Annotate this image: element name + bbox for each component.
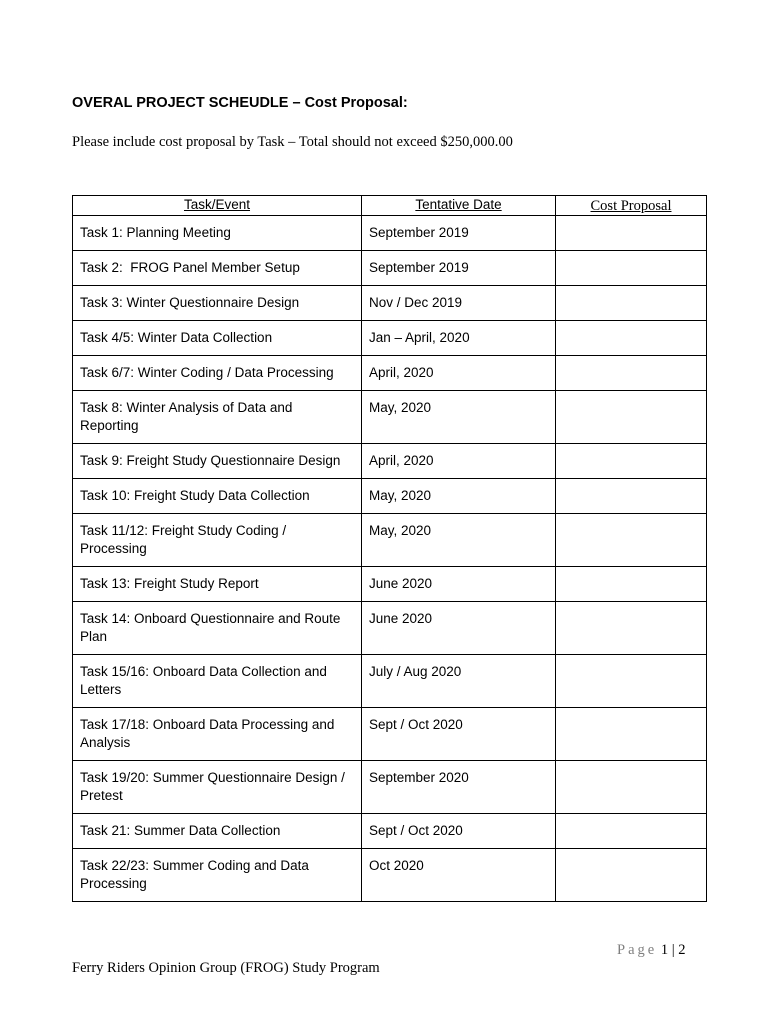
table-row xyxy=(73,321,707,356)
table-row xyxy=(73,814,707,849)
cost-cell[interactable] xyxy=(556,814,707,849)
task-cell: Task 8: Winter Analysis of Data and Reporting xyxy=(73,391,362,444)
date-cell: May, 2020 xyxy=(362,514,556,567)
task-cell: Task 17/18: Onboard Data Processing and Analysis xyxy=(73,708,362,761)
task-cell: Task 13: Freight Study Report xyxy=(73,567,362,602)
table-row xyxy=(73,602,707,655)
footer-program-name: Ferry Riders Opinion Group (FROG) Study Program xyxy=(72,960,380,976)
cost-cell[interactable] xyxy=(556,708,707,761)
table-row xyxy=(73,286,707,321)
date-cell: September 2020 xyxy=(362,761,556,814)
cost-cell[interactable] xyxy=(556,444,707,479)
table-row xyxy=(73,849,707,902)
table-row xyxy=(73,708,707,761)
table-row xyxy=(73,391,707,444)
page-count: 1 | 2 xyxy=(660,942,686,958)
task-cell: Task 2: FROG Panel Member Setup xyxy=(73,251,362,286)
date-cell: September 2019 xyxy=(362,216,556,251)
date-cell: Nov / Dec 2019 xyxy=(362,286,556,321)
date-cell: May, 2020 xyxy=(362,391,556,444)
date-cell: June 2020 xyxy=(362,602,556,655)
date-cell: Sept / Oct 2020 xyxy=(362,814,556,849)
cost-cell[interactable] xyxy=(556,849,707,902)
date-cell: April, 2020 xyxy=(362,356,556,391)
date-cell: Sept / Oct 2020 xyxy=(362,708,556,761)
date-cell: May, 2020 xyxy=(362,479,556,514)
date-cell: July / Aug 2020 xyxy=(362,655,556,708)
date-cell: June 2020 xyxy=(362,567,556,602)
cost-cell[interactable] xyxy=(556,321,707,356)
header-task: Task/Event xyxy=(73,196,362,216)
task-cell: Task 6/7: Winter Coding / Data Processing xyxy=(73,356,362,391)
table-row xyxy=(73,444,707,479)
cost-cell[interactable] xyxy=(556,514,707,567)
cost-cell[interactable] xyxy=(556,602,707,655)
task-cell: Task 11/12: Freight Study Coding / Processing xyxy=(73,514,362,567)
header-date: Tentative Date xyxy=(362,196,556,216)
cost-cell[interactable] xyxy=(556,391,707,444)
header-cost: Cost Proposal xyxy=(556,196,707,216)
table-row xyxy=(73,356,707,391)
date-cell: Jan – April, 2020 xyxy=(362,321,556,356)
task-cell: Task 1: Planning Meeting xyxy=(73,216,362,251)
date-cell: Oct 2020 xyxy=(362,849,556,902)
cost-cell[interactable] xyxy=(556,286,707,321)
cost-cell[interactable] xyxy=(556,655,707,708)
cost-cell[interactable] xyxy=(556,761,707,814)
task-cell: Task 22/23: Summer Coding and Data Processing xyxy=(73,849,362,902)
date-cell: September 2019 xyxy=(362,251,556,286)
task-cell: Task 9: Freight Study Questionnaire Design xyxy=(73,444,362,479)
page-number xyxy=(617,942,685,959)
page-label: Page xyxy=(617,942,658,958)
table-row xyxy=(73,514,707,567)
task-cell: Task 3: Winter Questionnaire Design xyxy=(73,286,362,321)
table-row xyxy=(73,216,707,251)
table-row xyxy=(73,479,707,514)
task-cell: Task 10: Freight Study Data Collection xyxy=(73,479,362,514)
intro-text: Please include cost proposal by Task – Total should not exceed $250,000.00 xyxy=(72,134,513,150)
table-row xyxy=(73,655,707,708)
document-title: OVERAL PROJECT SCHEUDLE – Cost Proposal: xyxy=(72,95,408,111)
date-cell: April, 2020 xyxy=(362,444,556,479)
table-row xyxy=(73,761,707,814)
task-cell: Task 4/5: Winter Data Collection xyxy=(73,321,362,356)
cost-cell[interactable] xyxy=(556,479,707,514)
table-row xyxy=(73,251,707,286)
table-header-row xyxy=(73,196,707,216)
table-row xyxy=(73,567,707,602)
cost-cell[interactable] xyxy=(556,356,707,391)
cost-cell[interactable] xyxy=(556,216,707,251)
task-cell: Task 14: Onboard Questionnaire and Route Plan xyxy=(73,602,362,655)
cost-cell[interactable] xyxy=(556,251,707,286)
task-cell: Task 21: Summer Data Collection xyxy=(73,814,362,849)
schedule-table xyxy=(72,195,707,902)
task-cell: Task 15/16: Onboard Data Collection and Letters xyxy=(73,655,362,708)
task-cell: Task 19/20: Summer Questionnaire Design / Pretest xyxy=(73,761,362,814)
cost-cell[interactable] xyxy=(556,567,707,602)
